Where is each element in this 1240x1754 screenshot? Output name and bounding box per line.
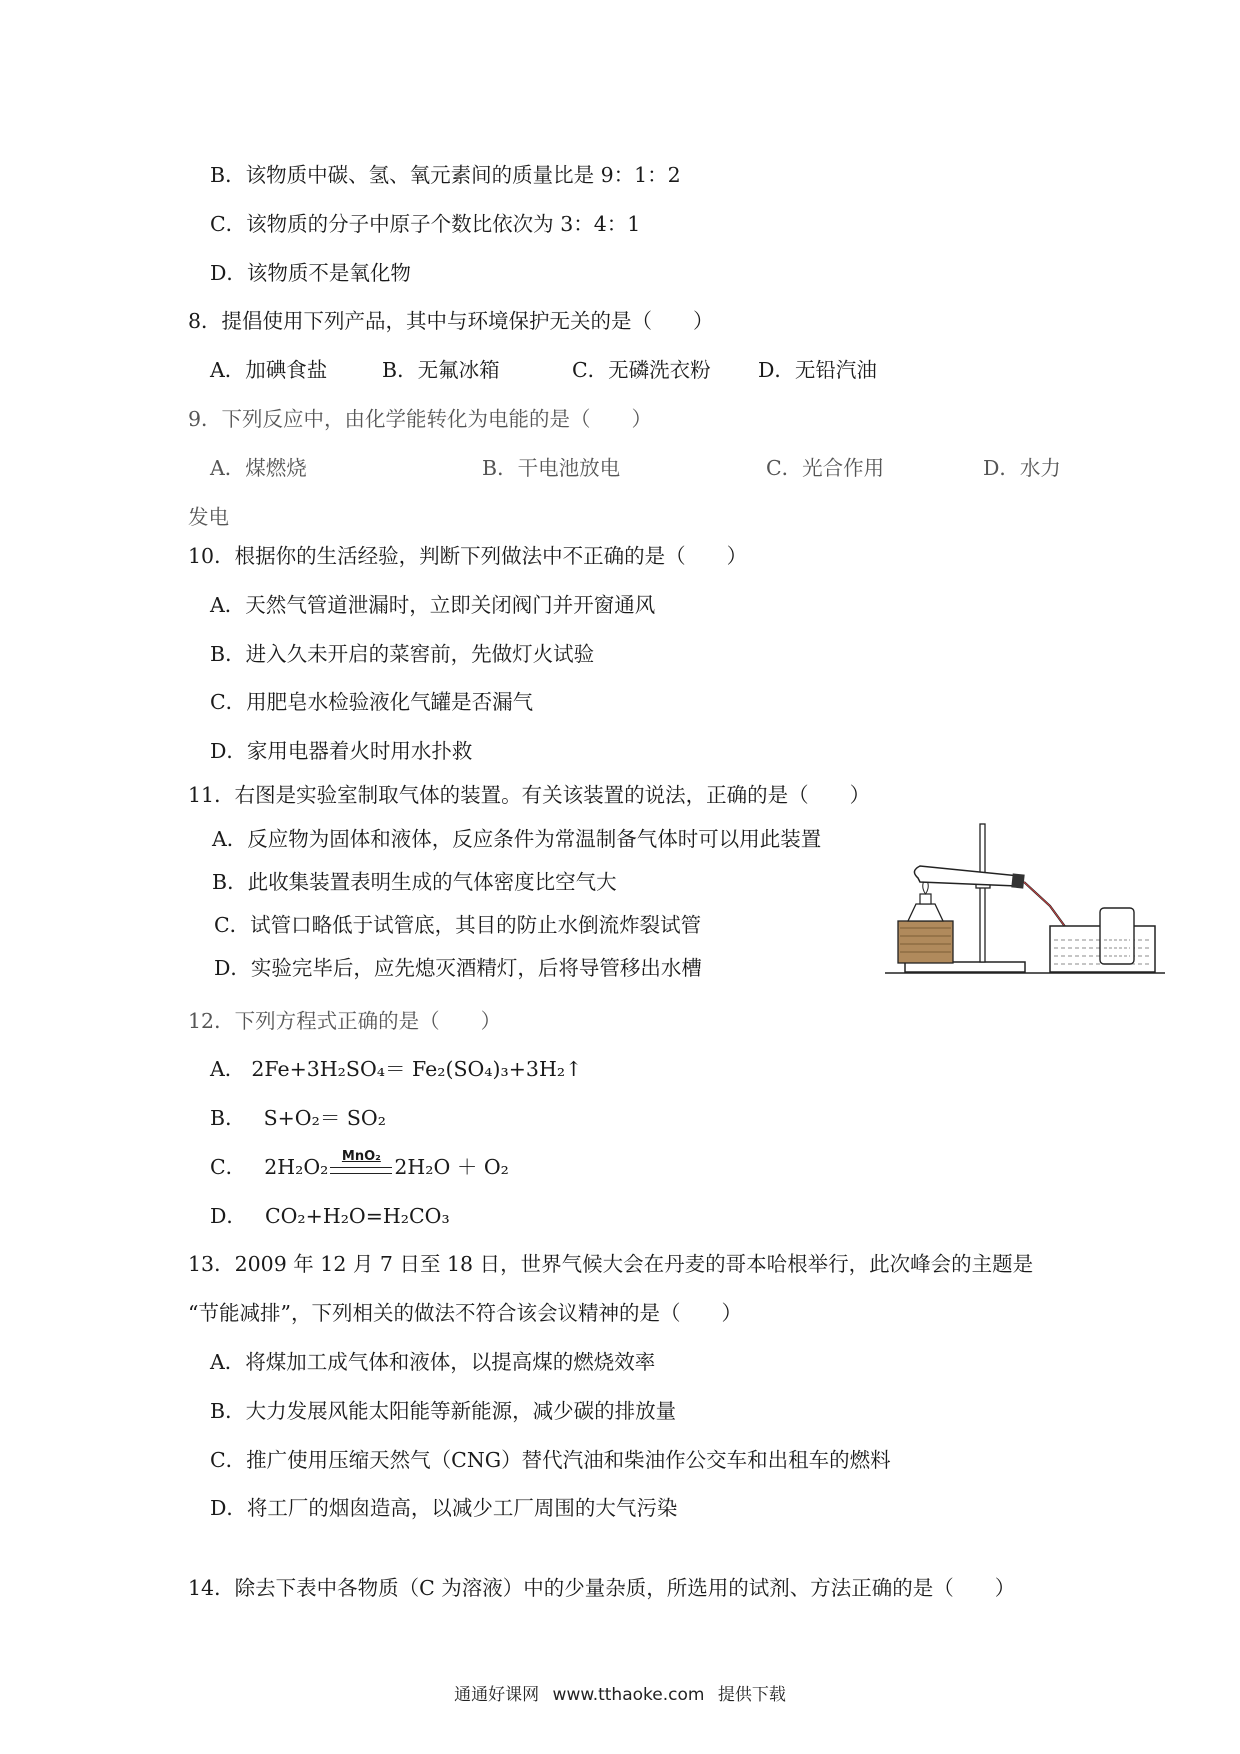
q12-option-c-label: C． (210, 1155, 247, 1179)
q13-stem-line1: 13．2009 年 12 月 7 日至 18 日，世界气候大会在丹麦的哥本哈根举行，此次峰会的主题是 (188, 1252, 1034, 1276)
q12-option-a (210, 1055, 582, 1083)
q12-option-d-equation: CO₂+H₂O=H₂CO₃ (264, 1204, 450, 1228)
q12-option-d (210, 1202, 450, 1230)
gas-preparation-apparatus-figure (880, 816, 1170, 976)
q13-option-d: D．将工厂的烟囱造高，以减少工厂周围的大气污染 (210, 1496, 678, 1520)
q12-option-b-equation: S+O₂＝ SO₂ (263, 1106, 386, 1130)
q12-stem: 12．下列方程式正确的是（ ） (188, 1009, 502, 1033)
q13-option-a: A．将煤加工成气体和液体，以提高煤的燃烧效率 (210, 1350, 656, 1374)
q12-option-c-right: 2H₂O ＋ O₂ (394, 1155, 509, 1179)
q8-stem: 8．提倡使用下列产品，其中与环境保护无关的是（ ） (188, 309, 714, 333)
q11-option-a: A．反应物为固体和液体，反应条件为常温制备气体时可以用此装置 (212, 827, 822, 851)
q12-option-c-catalyst: MnO₂ (341, 1149, 381, 1164)
footer-url[interactable]: www.tthaoke.com (552, 1685, 705, 1705)
q8-option-b: B．无氟冰箱 (382, 358, 500, 382)
q10-option-b: B．进入久未开启的菜窖前，先做灯火试验 (210, 642, 595, 666)
q9-option-b: B．干电池放电 (482, 456, 621, 480)
q7-option-b: B．该物质中碳、氢、氧元素间的质量比是 9：1：2 (210, 163, 681, 187)
q11-option-d: D．实验完毕后，应先熄灭酒精灯，后将导管移出水槽 (214, 956, 702, 980)
q10-option-a: A．天然气管道泄漏时，立即关闭阀门并开窗通风 (210, 593, 656, 617)
q8-option-c: C．无磷洗衣粉 (572, 358, 711, 382)
q7-option-c: C．该物质的分子中原子个数比依次为 3：4：1 (210, 212, 641, 236)
q12-option-c-reaction-arrow (330, 1149, 392, 1174)
q12-option-a-label: A． (210, 1057, 246, 1081)
q10-option-d: D．家用电器着火时用水扑救 (210, 739, 473, 763)
q13-option-b: B．大力发展风能太阳能等新能源，减少碳的排放量 (210, 1399, 677, 1423)
q12-option-c (210, 1149, 509, 1181)
q10-option-c: C．用肥皂水检验液化气罐是否漏气 (210, 690, 534, 714)
footer-download-note: 提供下载 (717, 1685, 786, 1705)
q9-option-d: D．水力 (983, 456, 1061, 480)
q14-stem: 14．除去下表中各物质（C 为溶液）中的少量杂质，所选用的试剂、方法正确的是（ ） (188, 1576, 1016, 1600)
q12-option-a-equation: 2Fe+3H₂SO₄＝ Fe₂(SO₄)₃+3H₂↑ (251, 1057, 583, 1081)
q13-option-c: C．推广使用压缩天然气（CNG）替代汽油和柴油作公交车和出租车的燃料 (210, 1448, 891, 1472)
q11-stem: 11．右图是实验室制取气体的装置。有关该装置的说法，正确的是（ ） (188, 783, 871, 807)
footer-site-name: 通通好课网 (454, 1685, 540, 1705)
q9-option-c: C．光合作用 (766, 456, 885, 480)
q11-option-b: B．此收集装置表明生成的气体密度比空气大 (212, 870, 617, 894)
q10-stem: 10．根据你的生活经验，判断下列做法中不正确的是（ ） (188, 544, 748, 568)
page-footer (0, 1680, 1240, 1705)
q9-option-a: A．煤燃烧 (210, 456, 307, 480)
q12-option-b (210, 1104, 386, 1132)
q9-option-d-wrap: 发电 (188, 505, 229, 529)
q9-stem: 9．下列反应中，由化学能转化为电能的是（ ） (188, 407, 653, 431)
q11-option-c: C．试管口略低于试管底，其目的防止水倒流炸裂试管 (214, 913, 702, 937)
q12-option-d-label: D． (210, 1204, 247, 1228)
q13-stem-line2: “节能减排”，下列相关的做法不符合该会议精神的是（ ） (188, 1301, 742, 1325)
q7-option-d: D．该物质不是氧化物 (210, 261, 411, 285)
q12-option-c-left: 2H₂O₂ (264, 1155, 329, 1179)
q8-option-d: D．无铅汽油 (758, 358, 877, 382)
q12-option-b-label: B． (210, 1106, 246, 1130)
q8-option-a: A．加碘食盐 (210, 358, 328, 382)
